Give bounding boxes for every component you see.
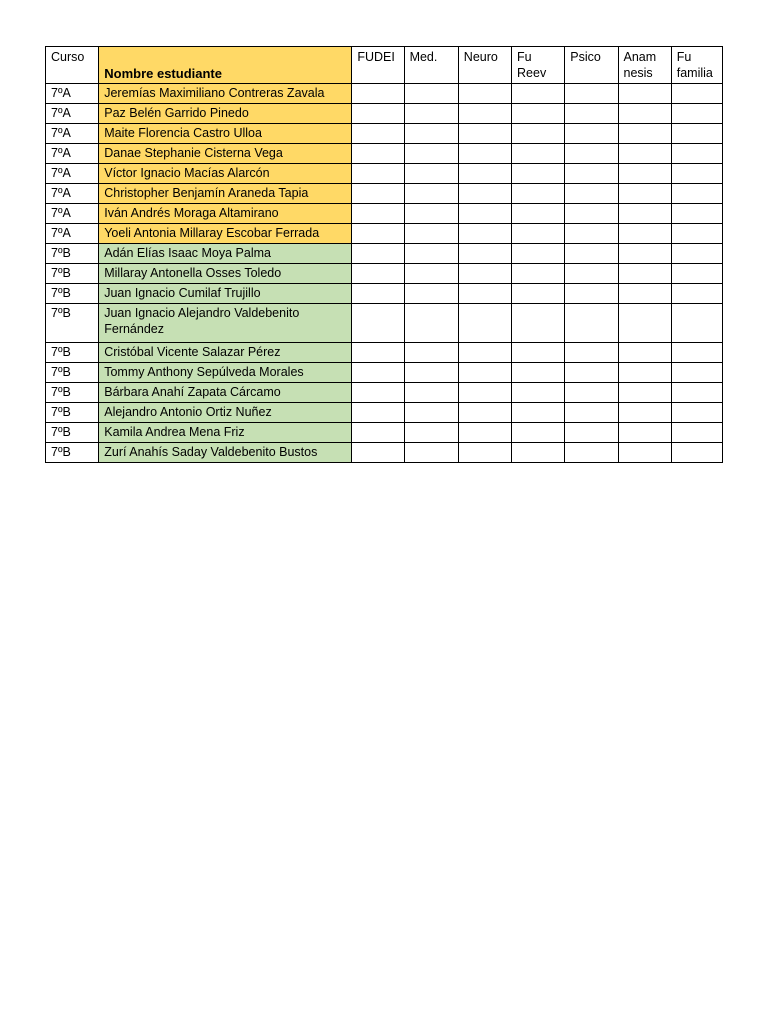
cell-neuro[interactable] xyxy=(458,403,511,423)
cell-nombre-estudiante: Bárbara Anahí Zapata Cárcamo xyxy=(99,383,352,403)
cell-psico[interactable] xyxy=(565,383,618,403)
cell-neuro[interactable] xyxy=(458,343,511,363)
cell-neuro[interactable] xyxy=(458,124,511,144)
cell-fu-familia[interactable] xyxy=(671,403,722,423)
cell-neuro[interactable] xyxy=(458,204,511,224)
cell-anamnesis[interactable] xyxy=(618,383,671,403)
cell-fu-familia[interactable] xyxy=(671,164,722,184)
cell-fudei[interactable] xyxy=(352,84,404,104)
cell-psico[interactable] xyxy=(565,443,618,463)
header-nombre-estudiante: Nombre estudiante xyxy=(99,47,352,84)
cell-fudei[interactable] xyxy=(352,164,404,184)
student-tracking-sheet xyxy=(45,46,723,463)
cell-fu-reev[interactable] xyxy=(512,304,565,343)
cell-med[interactable] xyxy=(404,224,458,244)
table-row xyxy=(46,304,723,343)
cell-fu-familia[interactable] xyxy=(671,224,722,244)
cell-fu-reev[interactable] xyxy=(512,383,565,403)
table-row xyxy=(46,383,723,403)
cell-nombre-estudiante: Millaray Antonella Osses Toledo xyxy=(99,264,352,284)
cell-med[interactable] xyxy=(404,104,458,124)
table-row xyxy=(46,284,723,304)
cell-fu-familia[interactable] xyxy=(671,284,722,304)
cell-fu-reev[interactable] xyxy=(512,403,565,423)
cell-fudei[interactable] xyxy=(352,144,404,164)
cell-anamnesis[interactable] xyxy=(618,184,671,204)
cell-neuro[interactable] xyxy=(458,363,511,383)
cell-neuro[interactable] xyxy=(458,164,511,184)
cell-med[interactable] xyxy=(404,423,458,443)
cell-nombre-estudiante: Alejandro Antonio Ortiz Nuñez xyxy=(99,403,352,423)
cell-anamnesis[interactable] xyxy=(618,224,671,244)
cell-fudei[interactable] xyxy=(352,443,404,463)
cell-psico[interactable] xyxy=(565,204,618,224)
cell-fu-reev[interactable] xyxy=(512,184,565,204)
table-row xyxy=(46,184,723,204)
cell-psico[interactable] xyxy=(565,144,618,164)
cell-nombre-estudiante: Danae Stephanie Cisterna Vega xyxy=(99,144,352,164)
cell-curso: 7ºA xyxy=(46,84,99,104)
cell-fu-familia[interactable] xyxy=(671,244,722,264)
cell-psico[interactable] xyxy=(565,184,618,204)
cell-fudei[interactable] xyxy=(352,383,404,403)
cell-fudei[interactable] xyxy=(352,204,404,224)
cell-anamnesis[interactable] xyxy=(618,284,671,304)
cell-med[interactable] xyxy=(404,443,458,463)
cell-fu-familia[interactable] xyxy=(671,363,722,383)
cell-curso: 7ºA xyxy=(46,104,99,124)
cell-fu-familia[interactable] xyxy=(671,124,722,144)
cell-nombre-estudiante: Juan Ignacio Alejandro Valdebenito Fernández xyxy=(99,304,352,343)
cell-nombre-estudiante: Tommy Anthony Sepúlveda Morales xyxy=(99,363,352,383)
cell-anamnesis[interactable] xyxy=(618,144,671,164)
cell-psico[interactable] xyxy=(565,423,618,443)
header-fu-reev: Fu Reev xyxy=(512,47,565,84)
cell-fu-reev[interactable] xyxy=(512,164,565,184)
cell-nombre-estudiante: Zurí Anahís Saday Valdebenito Bustos xyxy=(99,443,352,463)
header-fu-familia: Fu familia xyxy=(671,47,722,84)
cell-med[interactable] xyxy=(404,164,458,184)
cell-fu-reev[interactable] xyxy=(512,443,565,463)
cell-fu-familia[interactable] xyxy=(671,343,722,363)
cell-fudei[interactable] xyxy=(352,423,404,443)
cell-psico[interactable] xyxy=(565,284,618,304)
cell-curso: 7ºB xyxy=(46,383,99,403)
cell-med[interactable] xyxy=(404,84,458,104)
cell-psico[interactable] xyxy=(565,104,618,124)
cell-psico[interactable] xyxy=(565,84,618,104)
table-row xyxy=(46,423,723,443)
cell-med[interactable] xyxy=(404,124,458,144)
cell-med[interactable] xyxy=(404,284,458,304)
cell-med[interactable] xyxy=(404,264,458,284)
cell-nombre-estudiante: Christopher Benjamín Araneda Tapia xyxy=(99,184,352,204)
cell-med[interactable] xyxy=(404,343,458,363)
cell-fu-familia[interactable] xyxy=(671,423,722,443)
cell-curso: 7ºB xyxy=(46,423,99,443)
cell-curso: 7ºB xyxy=(46,304,99,343)
cell-neuro[interactable] xyxy=(458,144,511,164)
cell-med[interactable] xyxy=(404,184,458,204)
cell-fudei[interactable] xyxy=(352,244,404,264)
cell-neuro[interactable] xyxy=(458,443,511,463)
cell-curso: 7ºA xyxy=(46,184,99,204)
cell-anamnesis[interactable] xyxy=(618,164,671,184)
cell-fu-familia[interactable] xyxy=(671,184,722,204)
cell-fudei[interactable] xyxy=(352,104,404,124)
cell-curso: 7ºB xyxy=(46,244,99,264)
cell-curso: 7ºA xyxy=(46,224,99,244)
cell-curso: 7ºB xyxy=(46,343,99,363)
cell-fudei[interactable] xyxy=(352,343,404,363)
cell-psico[interactable] xyxy=(565,164,618,184)
cell-med[interactable] xyxy=(404,304,458,343)
cell-neuro[interactable] xyxy=(458,224,511,244)
cell-nombre-estudiante: Iván Andrés Moraga Altamirano xyxy=(99,204,352,224)
cell-anamnesis[interactable] xyxy=(618,423,671,443)
cell-nombre-estudiante: Víctor Ignacio Macías Alarcón xyxy=(99,164,352,184)
cell-fu-familia[interactable] xyxy=(671,84,722,104)
table-row xyxy=(46,164,723,184)
cell-med[interactable] xyxy=(404,244,458,264)
table-row xyxy=(46,84,723,104)
cell-curso: 7ºA xyxy=(46,144,99,164)
cell-fu-reev[interactable] xyxy=(512,204,565,224)
table-row xyxy=(46,244,723,264)
cell-fu-familia[interactable] xyxy=(671,443,722,463)
cell-fu-reev[interactable] xyxy=(512,144,565,164)
header-psico: Psico xyxy=(565,47,618,84)
cell-fudei[interactable] xyxy=(352,184,404,204)
cell-fu-reev[interactable] xyxy=(512,84,565,104)
table-row xyxy=(46,124,723,144)
table-body xyxy=(46,84,723,463)
cell-fu-familia[interactable] xyxy=(671,144,722,164)
cell-neuro[interactable] xyxy=(458,383,511,403)
cell-anamnesis[interactable] xyxy=(618,363,671,383)
student-table xyxy=(45,46,723,463)
header-neuro: Neuro xyxy=(458,47,511,84)
cell-fudei[interactable] xyxy=(352,124,404,144)
cell-fudei[interactable] xyxy=(352,363,404,383)
cell-neuro[interactable] xyxy=(458,104,511,124)
table-row xyxy=(46,264,723,284)
cell-nombre-estudiante: Maite Florencia Castro Ulloa xyxy=(99,124,352,144)
cell-nombre-estudiante: Paz Belén Garrido Pinedo xyxy=(99,104,352,124)
cell-curso: 7ºA xyxy=(46,204,99,224)
cell-psico[interactable] xyxy=(565,304,618,343)
cell-psico[interactable] xyxy=(565,224,618,244)
cell-med[interactable] xyxy=(404,363,458,383)
cell-med[interactable] xyxy=(404,204,458,224)
table-row xyxy=(46,204,723,224)
cell-curso: 7ºB xyxy=(46,284,99,304)
cell-fu-reev[interactable] xyxy=(512,124,565,144)
cell-neuro[interactable] xyxy=(458,284,511,304)
cell-nombre-estudiante: Kamila Andrea Mena Friz xyxy=(99,423,352,443)
cell-fu-reev[interactable] xyxy=(512,104,565,124)
cell-fu-reev[interactable] xyxy=(512,343,565,363)
cell-anamnesis[interactable] xyxy=(618,264,671,284)
cell-fu-reev[interactable] xyxy=(512,264,565,284)
cell-neuro[interactable] xyxy=(458,244,511,264)
cell-fu-reev[interactable] xyxy=(512,244,565,264)
cell-anamnesis[interactable] xyxy=(618,244,671,264)
cell-anamnesis[interactable] xyxy=(618,403,671,423)
cell-anamnesis[interactable] xyxy=(618,343,671,363)
cell-neuro[interactable] xyxy=(458,184,511,204)
cell-fu-reev[interactable] xyxy=(512,224,565,244)
table-row xyxy=(46,443,723,463)
header-anamnesis: Anam nesis xyxy=(618,47,671,84)
cell-curso: 7ºA xyxy=(46,164,99,184)
cell-fu-reev[interactable] xyxy=(512,363,565,383)
cell-anamnesis[interactable] xyxy=(618,104,671,124)
table-row xyxy=(46,363,723,383)
cell-fu-familia[interactable] xyxy=(671,204,722,224)
cell-curso: 7ºA xyxy=(46,124,99,144)
cell-curso: 7ºB xyxy=(46,264,99,284)
cell-anamnesis[interactable] xyxy=(618,124,671,144)
table-row xyxy=(46,144,723,164)
cell-psico[interactable] xyxy=(565,244,618,264)
table-row xyxy=(46,104,723,124)
cell-psico[interactable] xyxy=(565,403,618,423)
cell-neuro[interactable] xyxy=(458,304,511,343)
cell-anamnesis[interactable] xyxy=(618,84,671,104)
cell-fudei[interactable] xyxy=(352,224,404,244)
cell-fu-familia[interactable] xyxy=(671,304,722,343)
cell-curso: 7ºB xyxy=(46,403,99,423)
cell-fudei[interactable] xyxy=(352,403,404,423)
cell-nombre-estudiante: Juan Ignacio Cumilaf Trujillo xyxy=(99,284,352,304)
cell-fu-reev[interactable] xyxy=(512,423,565,443)
cell-fu-familia[interactable] xyxy=(671,383,722,403)
cell-neuro[interactable] xyxy=(458,84,511,104)
cell-anamnesis[interactable] xyxy=(618,304,671,343)
table-row xyxy=(46,343,723,363)
cell-nombre-estudiante: Yoeli Antonia Millaray Escobar Ferrada xyxy=(99,224,352,244)
cell-psico[interactable] xyxy=(565,363,618,383)
cell-fu-reev[interactable] xyxy=(512,284,565,304)
cell-curso: 7ºB xyxy=(46,443,99,463)
cell-med[interactable] xyxy=(404,383,458,403)
cell-psico[interactable] xyxy=(565,343,618,363)
table-row xyxy=(46,224,723,244)
header-curso: Curso xyxy=(46,47,99,84)
header-row xyxy=(46,47,723,84)
cell-nombre-estudiante: Adán Elías Isaac Moya Palma xyxy=(99,244,352,264)
cell-psico[interactable] xyxy=(565,264,618,284)
cell-neuro[interactable] xyxy=(458,264,511,284)
cell-fudei[interactable] xyxy=(352,304,404,343)
cell-fu-familia[interactable] xyxy=(671,104,722,124)
cell-neuro[interactable] xyxy=(458,423,511,443)
header-fudei: FUDEI xyxy=(352,47,404,84)
cell-med[interactable] xyxy=(404,403,458,423)
table-row xyxy=(46,403,723,423)
cell-anamnesis[interactable] xyxy=(618,443,671,463)
cell-fudei[interactable] xyxy=(352,264,404,284)
cell-med[interactable] xyxy=(404,144,458,164)
cell-psico[interactable] xyxy=(565,124,618,144)
cell-nombre-estudiante: Jeremías Maximiliano Contreras Zavala xyxy=(99,84,352,104)
header-med: Med. xyxy=(404,47,458,84)
cell-fu-familia[interactable] xyxy=(671,264,722,284)
cell-fudei[interactable] xyxy=(352,284,404,304)
cell-anamnesis[interactable] xyxy=(618,204,671,224)
cell-curso: 7ºB xyxy=(46,363,99,383)
cell-nombre-estudiante: Cristóbal Vicente Salazar Pérez xyxy=(99,343,352,363)
